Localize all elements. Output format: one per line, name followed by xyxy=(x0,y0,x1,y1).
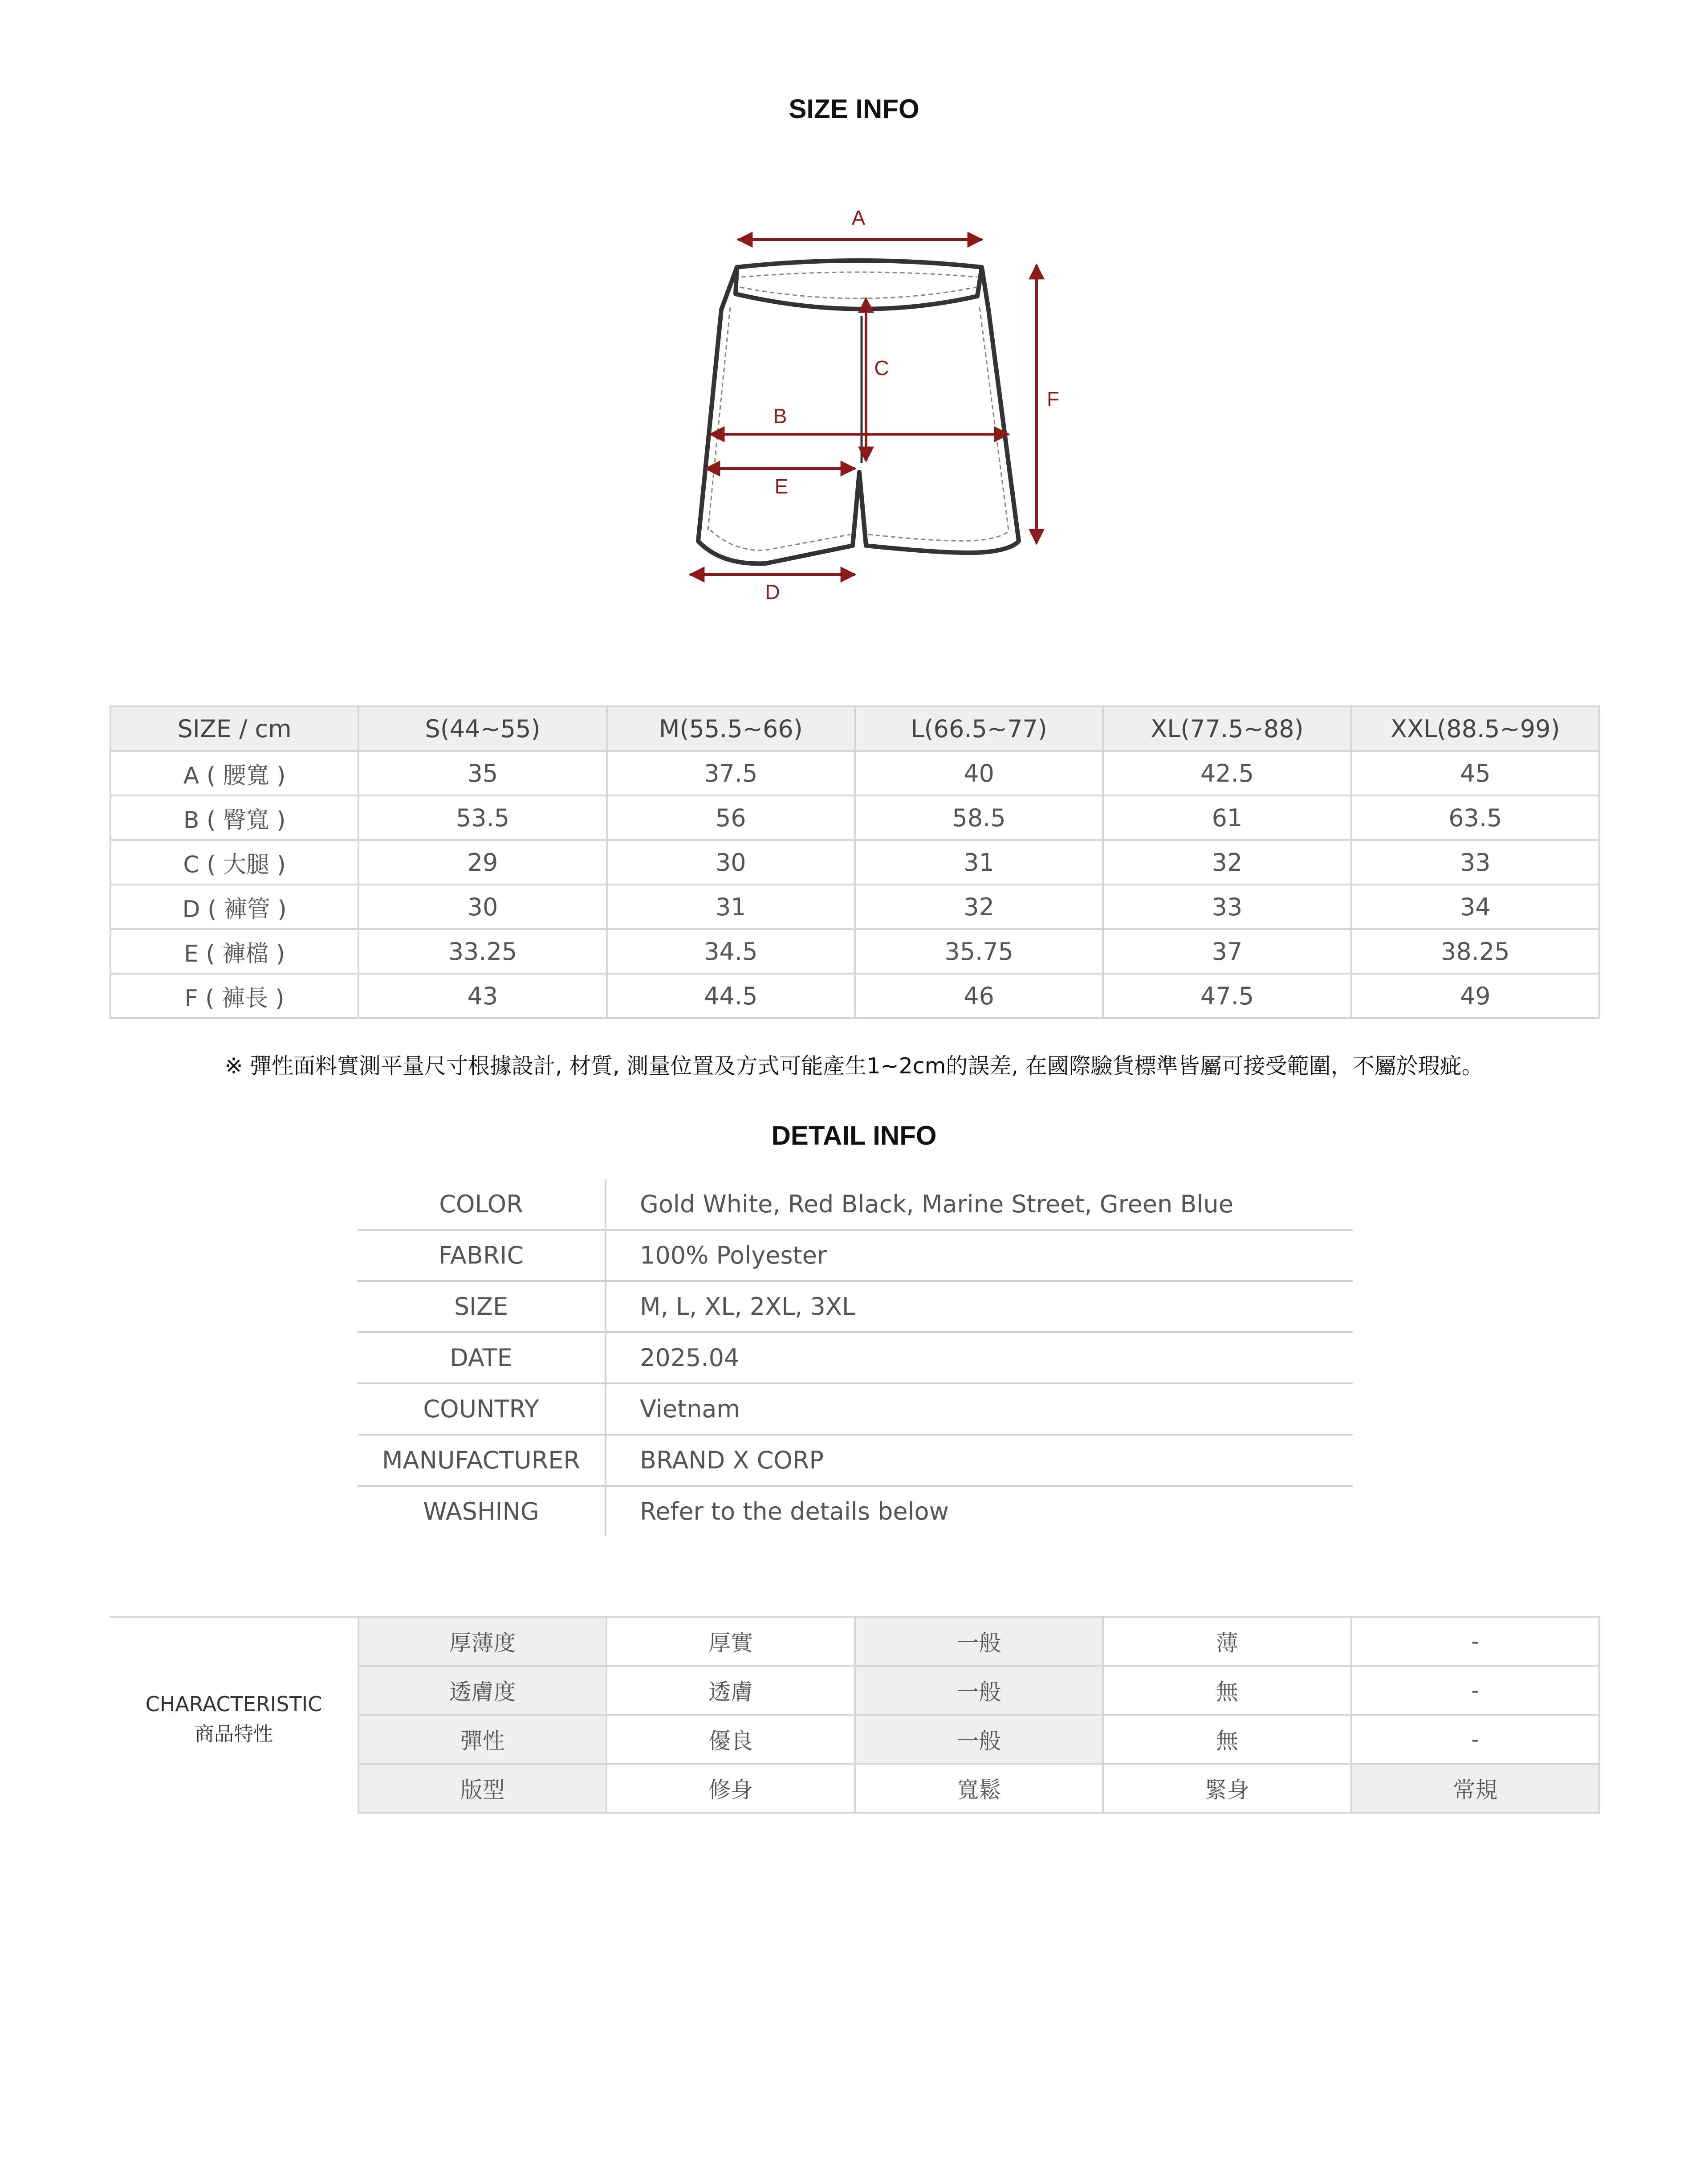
detail-table xyxy=(358,1179,1353,1536)
size-row-label: F ( 褲長 ) xyxy=(110,974,358,1018)
detail-label: DATE xyxy=(358,1332,606,1383)
table-row xyxy=(358,1230,1353,1281)
char-attribute: 厚薄度 xyxy=(358,1617,606,1666)
detail-label: COLOR xyxy=(358,1179,606,1230)
size-row-label: A ( 腰寬 ) xyxy=(110,751,358,795)
size-cell: 33 xyxy=(1351,840,1599,885)
table-row xyxy=(110,929,1599,974)
char-option: 透膚 xyxy=(606,1666,854,1715)
size-cell: 31 xyxy=(855,840,1103,885)
detail-value: M, L, XL, 2XL, 3XL xyxy=(606,1281,1353,1332)
characteristic-label-zh: 商品特性 xyxy=(195,1723,273,1745)
shorts-diagram xyxy=(0,0,1708,646)
char-attribute: 版型 xyxy=(358,1764,606,1813)
size-cell: 37.5 xyxy=(607,751,855,795)
detail-label: SIZE xyxy=(358,1281,606,1332)
size-cell: 56 xyxy=(607,795,855,840)
table-row xyxy=(358,1617,1599,1666)
table-row xyxy=(110,885,1599,929)
size-cell: 44.5 xyxy=(607,974,855,1018)
char-option: 薄 xyxy=(1103,1617,1351,1666)
char-option: 常規 xyxy=(1351,1764,1599,1813)
size-col-header: M(55.5~66) xyxy=(607,706,855,751)
char-option: 修身 xyxy=(606,1764,854,1813)
size-table xyxy=(110,705,1600,1019)
size-row-label: E ( 褲檔 ) xyxy=(110,929,358,974)
label-b: B xyxy=(773,404,787,428)
detail-label: WASHING xyxy=(358,1486,606,1536)
detail-info-title: DETAIL INFO xyxy=(771,1121,937,1150)
size-col-header: L(66.5~77) xyxy=(855,706,1103,751)
size-cell: 38.25 xyxy=(1351,929,1599,974)
size-cell: 32 xyxy=(855,885,1103,929)
size-cell: 58.5 xyxy=(855,795,1103,840)
size-cell: 53.5 xyxy=(358,795,606,840)
size-cell: 40 xyxy=(855,751,1103,795)
char-option: 無 xyxy=(1103,1666,1351,1715)
detail-value: BRAND X CORP xyxy=(606,1435,1353,1486)
size-col-header: XXL(88.5~99) xyxy=(1351,706,1599,751)
table-row xyxy=(358,1666,1599,1715)
char-option: - xyxy=(1351,1666,1599,1715)
detail-value: Gold White, Red Black, Marine Street, Green Blue xyxy=(606,1179,1353,1230)
size-row-label: C ( 大腿 ) xyxy=(110,840,358,885)
size-cell: 30 xyxy=(607,840,855,885)
char-option: 寬鬆 xyxy=(855,1764,1103,1813)
size-cell: 29 xyxy=(358,840,606,885)
char-attribute: 彈性 xyxy=(358,1715,606,1764)
table-row xyxy=(358,1764,1599,1813)
size-cell: 35.75 xyxy=(855,929,1103,974)
size-cell: 47.5 xyxy=(1103,974,1351,1018)
table-row xyxy=(110,795,1599,840)
char-option: 一般 xyxy=(855,1666,1103,1715)
size-cell: 45 xyxy=(1351,751,1599,795)
size-row-label: D ( 褲管 ) xyxy=(110,885,358,929)
table-row xyxy=(358,1435,1353,1486)
size-row-label: B ( 臀寬 ) xyxy=(110,795,358,840)
characteristic-table xyxy=(358,1616,1600,1814)
characteristic-label-en: CHARACTERISTIC xyxy=(145,1692,322,1716)
table-row xyxy=(358,1383,1353,1435)
char-option: - xyxy=(1351,1617,1599,1666)
size-cell: 49 xyxy=(1351,974,1599,1018)
size-cell: 61 xyxy=(1103,795,1351,840)
table-row xyxy=(110,751,1599,795)
size-cell: 31 xyxy=(607,885,855,929)
char-option: 緊身 xyxy=(1103,1764,1351,1813)
char-option: - xyxy=(1351,1715,1599,1764)
size-cell: 34 xyxy=(1351,885,1599,929)
label-e: E xyxy=(774,475,789,498)
table-row xyxy=(358,1715,1599,1764)
size-cell: 30 xyxy=(358,885,606,929)
characteristic-divider xyxy=(110,1616,358,1618)
size-col-header: S(44~55) xyxy=(358,706,606,751)
char-option: 厚實 xyxy=(606,1617,854,1666)
label-a: A xyxy=(851,206,866,229)
table-row xyxy=(110,840,1599,885)
char-option: 一般 xyxy=(855,1617,1103,1666)
detail-value: 2025.04 xyxy=(606,1332,1353,1383)
characteristic-label xyxy=(110,1688,358,1749)
size-cell: 46 xyxy=(855,974,1103,1018)
detail-label: COUNTRY xyxy=(358,1383,606,1435)
size-cell: 33.25 xyxy=(358,929,606,974)
size-cell: 43 xyxy=(358,974,606,1018)
char-option: 優良 xyxy=(606,1715,854,1764)
detail-value: Refer to the details below xyxy=(640,1497,949,1525)
char-option: 無 xyxy=(1103,1715,1351,1764)
size-cell: 42.5 xyxy=(1103,751,1351,795)
detail-value: 100% Polyester xyxy=(606,1230,1353,1281)
table-row xyxy=(358,1179,1353,1230)
size-cell: 32 xyxy=(1103,840,1351,885)
label-f: F xyxy=(1046,387,1060,411)
size-info-title: SIZE INFO xyxy=(789,94,919,124)
size-col-header: XL(77.5~88) xyxy=(1103,706,1351,751)
size-cell: 37 xyxy=(1103,929,1351,974)
shorts-outline xyxy=(698,261,1019,563)
detail-label: FABRIC xyxy=(358,1230,606,1281)
table-row xyxy=(110,974,1599,1018)
shorts-stitching xyxy=(708,272,1010,550)
table-row xyxy=(358,1486,1353,1536)
char-attribute: 透膚度 xyxy=(358,1666,606,1715)
table-row xyxy=(358,1281,1353,1332)
char-option: 一般 xyxy=(855,1715,1103,1764)
label-c: C xyxy=(874,356,889,379)
size-cell: 35 xyxy=(358,751,606,795)
detail-value: Vietnam xyxy=(606,1383,1353,1435)
size-col-header: SIZE / cm xyxy=(110,706,358,751)
table-row xyxy=(358,1332,1353,1383)
size-disclaimer-note: ※ 彈性面料實測平量尺寸根據設計, 材質, 測量位置及方式可能產生1~2cm的誤差, 在國際驗貨標準皆屬可接受範圍，不屬於瑕疵。 xyxy=(224,1053,1484,1079)
detail-label: MANUFACTURER xyxy=(358,1435,606,1486)
size-cell: 63.5 xyxy=(1351,795,1599,840)
size-cell: 34.5 xyxy=(607,929,855,974)
size-table-header-row xyxy=(110,706,1599,751)
size-cell: 33 xyxy=(1103,885,1351,929)
label-d: D xyxy=(765,580,780,603)
